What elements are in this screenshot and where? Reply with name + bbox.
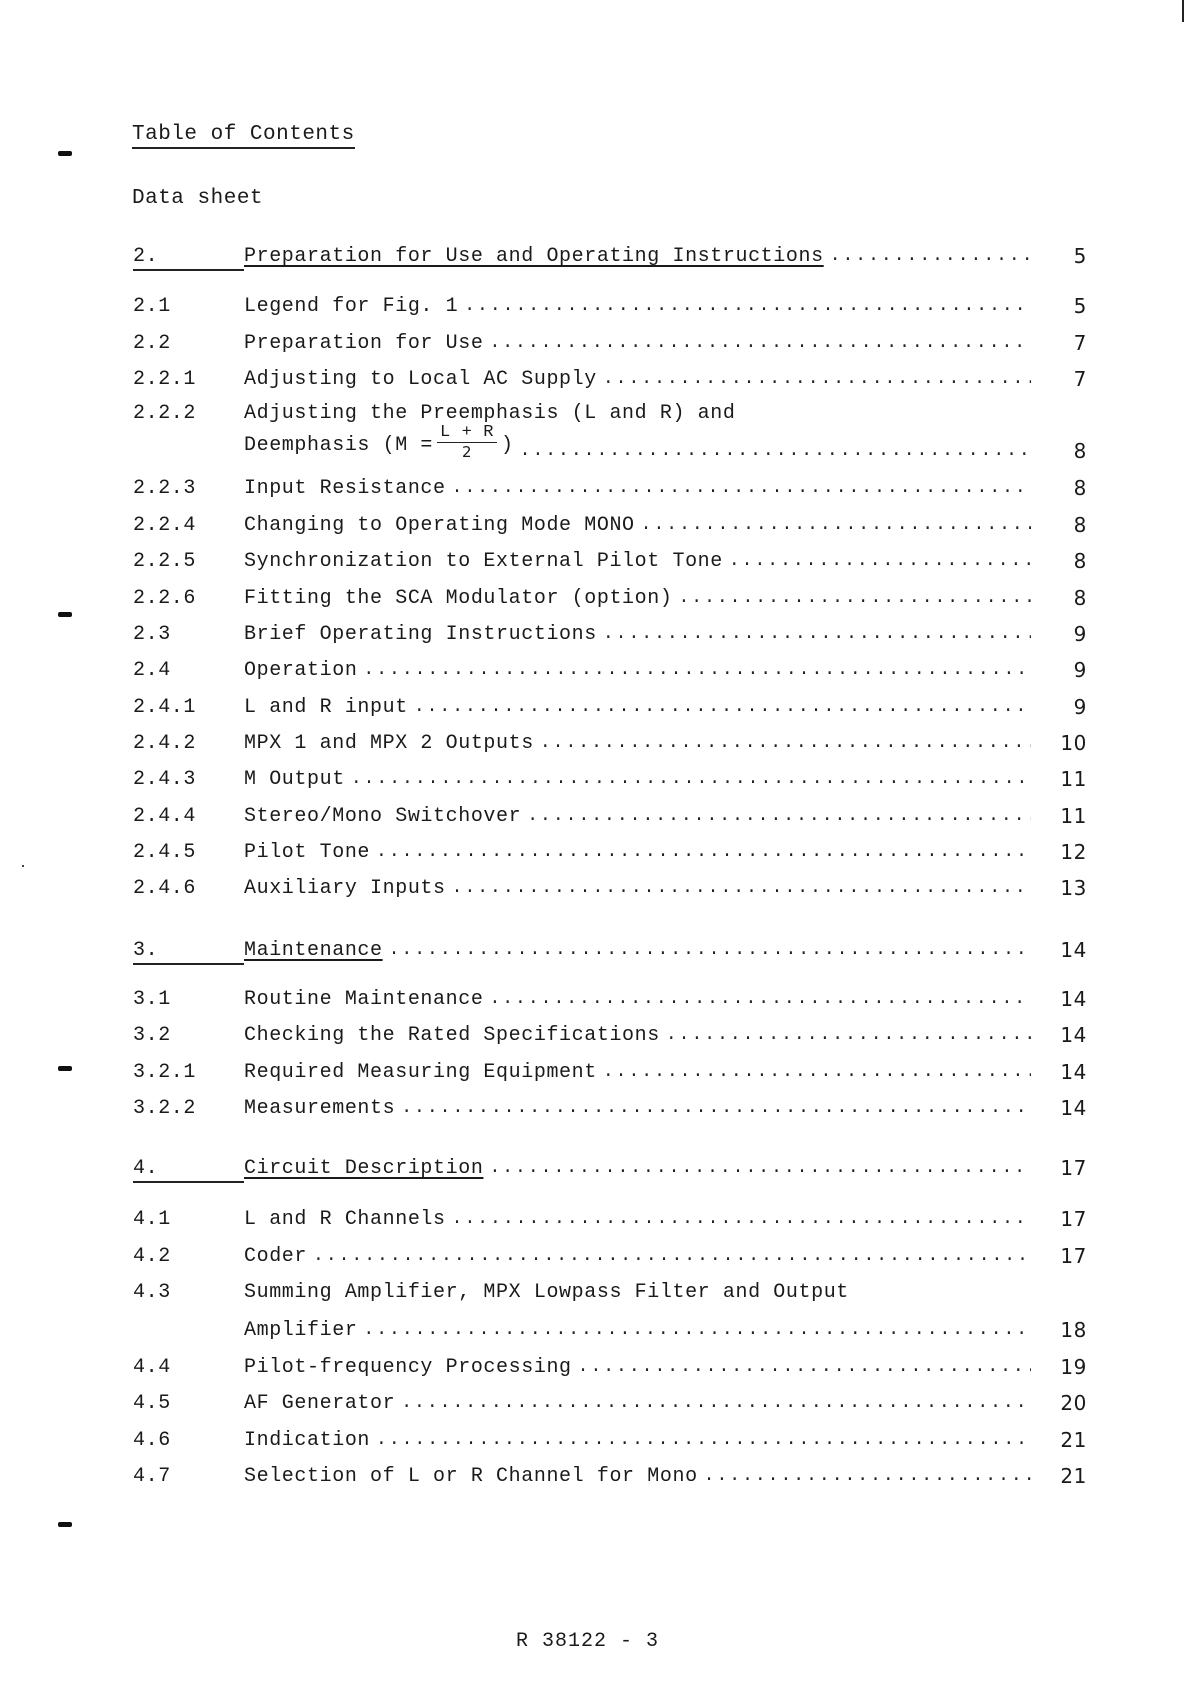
toc-entry-row [133, 472, 1087, 500]
toc-entry-number: 2.2.3 [133, 477, 197, 500]
dot-leader [389, 940, 1031, 960]
dot-leader [489, 1158, 1031, 1178]
toc-page-number: 7 [1073, 367, 1087, 391]
toc-entry-row [133, 654, 1087, 682]
dot-leader [603, 369, 1031, 389]
toc-entry-number: 2.1 [133, 295, 171, 318]
dot-leader [313, 1246, 1031, 1266]
margin-mark [58, 1522, 72, 1527]
toc-entry-row [133, 1424, 1087, 1452]
toc-entry-title: Adjusting the Preemphasis (L and R) and [244, 402, 736, 425]
toc-page-number: 14 [1060, 938, 1087, 962]
toc-entry-title: Fitting the SCA Modulator (option) [244, 587, 673, 610]
toc-entry-row [133, 1203, 1087, 1231]
margin-mark [58, 1066, 72, 1071]
toc-entry-number: 2.2.2 [133, 402, 197, 425]
toc-title: Table of Contents [132, 123, 355, 149]
toc-entry-title: Synchronization to External Pilot Tone [244, 550, 723, 573]
toc-page-number: 5 [1073, 294, 1087, 318]
dot-leader [489, 989, 1031, 1009]
dot-leader [527, 806, 1031, 826]
dot-leader [578, 1357, 1031, 1377]
toc-entry-title: Brief Operating Instructions [244, 623, 597, 646]
dot-leader [452, 1209, 1031, 1229]
dot-leader [452, 878, 1031, 898]
dot-leader [641, 515, 1031, 535]
toc-entry-number: 4.3 [133, 1281, 171, 1304]
toc-entry-number: 4.6 [133, 1429, 171, 1452]
toc-entry-number: 2.4.3 [133, 768, 197, 791]
toc-page-number: 14 [1060, 1060, 1087, 1084]
toc-entry-number: 2.4.4 [133, 805, 197, 828]
dot-leader [401, 1393, 1031, 1413]
section-rule [133, 269, 244, 271]
toc-entry-title: Summing Amplifier, MPX Lowpass Filter and Output [244, 1281, 849, 1304]
toc-entry-number: 2.2 [133, 332, 171, 355]
toc-entry-number: 3.2.1 [133, 1061, 197, 1084]
toc-page-number: 14 [1060, 987, 1087, 1011]
toc-entry-number: 4.4 [133, 1356, 171, 1379]
toc-entry-row [133, 1276, 1087, 1304]
toc-entry-title: Selection of L or R Channel for Mono [244, 1465, 698, 1488]
toc-entry-title: Required Measuring Equipment [244, 1061, 597, 1084]
toc-entry-number: 2.4.5 [133, 841, 197, 864]
toc-entry-title: Input Resistance [244, 477, 446, 500]
dot-leader [603, 624, 1031, 644]
toc-entry-row [133, 983, 1087, 1011]
toc-entry-number: 4.5 [133, 1392, 171, 1415]
toc-page-number: 9 [1073, 658, 1087, 682]
toc-entry-number: 3.2.2 [133, 1097, 197, 1120]
toc-entry-row [133, 727, 1087, 755]
toc-entry-row [133, 363, 1087, 391]
toc-entry-row [133, 836, 1087, 864]
toc-entry-number: 2.2.1 [133, 368, 197, 391]
toc-entry-number: 4.2 [133, 1245, 171, 1268]
toc-entry-row [133, 423, 1087, 463]
toc-entry-title: Adjusting to Local AC Supply [244, 368, 597, 391]
toc-entry-number: 4. [133, 1157, 159, 1180]
toc-entry-row [133, 1314, 1087, 1342]
toc-entry-number: 4.1 [133, 1208, 171, 1231]
toc-entry-row [133, 872, 1087, 900]
toc-entry-row [133, 582, 1087, 610]
toc-page-number: 19 [1060, 1355, 1087, 1379]
dot-leader [704, 1466, 1031, 1486]
toc-page-number: 17 [1060, 1207, 1087, 1231]
toc-entry-title: Preparation for Use and Operating Instructions [244, 245, 824, 268]
toc-entry-number: 2.4.6 [133, 877, 197, 900]
toc-entry-number: 3. [133, 939, 159, 962]
toc-entry-title: Maintenance [244, 939, 383, 962]
scan-edge-mark [1182, 0, 1184, 22]
toc-page-number: 7 [1073, 331, 1087, 355]
toc-entry-title: Auxiliary Inputs [244, 877, 446, 900]
toc-entry-row [133, 691, 1087, 719]
toc-entry-row [133, 290, 1087, 318]
fraction [437, 424, 497, 461]
section-rule [133, 963, 244, 965]
margin-mark [58, 151, 72, 156]
toc-entry-number: 4.7 [133, 1465, 171, 1488]
fraction-denominator: 2 [461, 443, 473, 461]
toc-page-number: 17 [1060, 1156, 1087, 1180]
toc-entry-row [133, 1351, 1087, 1379]
toc-entry-number: 3.2 [133, 1024, 171, 1047]
dot-leader [464, 296, 1031, 316]
dot-leader [401, 1098, 1031, 1118]
toc-page-number: 14 [1060, 1023, 1087, 1047]
toc-entry-number: 3.1 [133, 988, 171, 1011]
toc-page-number: 10 [1060, 731, 1087, 755]
toc-entry-title: Routine Maintenance [244, 988, 484, 1011]
scan-speck [22, 865, 24, 867]
toc-page-number: 9 [1073, 622, 1087, 646]
toc-entry-row [133, 327, 1087, 355]
dot-leader [603, 1062, 1031, 1082]
toc-page-number: 11 [1060, 804, 1087, 828]
dot-leader [540, 733, 1031, 753]
toc-entry-number: 2.2.5 [133, 550, 197, 573]
toc-entry-title: Measurements [244, 1097, 396, 1120]
toc-page-number: 8 [1073, 439, 1087, 463]
dot-leader [489, 333, 1031, 353]
data-sheet-label: Data sheet [132, 187, 264, 210]
dot-leader [363, 660, 1031, 680]
toc-entry-title: Pilot-frequency Processing [244, 1356, 572, 1379]
toc-entry-row [133, 545, 1087, 573]
toc-entry-title-part: ) [501, 433, 514, 457]
toc-entry-title: Preparation for Use [244, 332, 484, 355]
dot-leader [452, 478, 1031, 498]
toc-page-number: 18 [1060, 1318, 1087, 1342]
toc-page-number: 11 [1060, 767, 1087, 791]
toc-entry-title: Changing to Operating Mode MONO [244, 514, 635, 537]
toc-section-row [133, 1152, 1087, 1180]
toc-entry-row [133, 1056, 1087, 1084]
section-rule [133, 1181, 244, 1183]
toc-entry-row [133, 800, 1087, 828]
dot-leader [414, 697, 1031, 717]
toc-section-row [133, 934, 1087, 962]
toc-entry-number: 2.2.6 [133, 587, 197, 610]
toc-entry-row [133, 1387, 1087, 1415]
toc-entry-row [133, 509, 1087, 537]
toc-entry-row [133, 618, 1087, 646]
toc-entry-title: Pilot Tone [244, 841, 371, 864]
toc-entry-number: 2.2.4 [133, 514, 197, 537]
toc-entry-title: Coder [244, 1245, 308, 1268]
toc-section-row [133, 240, 1087, 268]
toc-entry-title: Legend for Fig. 1 [244, 295, 459, 318]
toc-entry-number: 2.4.2 [133, 732, 197, 755]
toc-entry-row [133, 1460, 1087, 1488]
toc-entry-title: Checking the Rated Specifications [244, 1024, 660, 1047]
toc-page-number: 9 [1073, 695, 1087, 719]
toc-page-number: 21 [1060, 1428, 1087, 1452]
margin-mark [58, 612, 72, 617]
dot-leader [666, 1025, 1031, 1045]
toc-entry-title: Operation [244, 659, 358, 682]
toc-entry-title: Indication [244, 1429, 371, 1452]
toc-page-number: 17 [1060, 1244, 1087, 1268]
toc-page-number: 8 [1073, 513, 1087, 537]
toc-page-number: 12 [1060, 840, 1087, 864]
toc-page-number: 5 [1073, 244, 1087, 268]
toc-entry-title: M Output [244, 768, 345, 791]
toc-entry-title: MPX 1 and MPX 2 Outputs [244, 732, 534, 755]
toc-page-number: 13 [1060, 876, 1087, 900]
toc-entry-row [133, 1092, 1087, 1120]
toc-entry-number: 2.3 [133, 623, 171, 646]
toc-page-number: 21 [1060, 1464, 1087, 1488]
toc-page-number: 8 [1073, 549, 1087, 573]
dot-leader [363, 1320, 1031, 1340]
toc-page-number: 8 [1073, 476, 1087, 500]
dot-leader [520, 441, 1031, 461]
toc-entry-row [133, 1019, 1087, 1047]
toc-page-number: 14 [1060, 1096, 1087, 1120]
page-footer: R 38122 - 3 [516, 1630, 660, 1653]
toc-entry-row [133, 397, 1087, 425]
dot-leader [376, 842, 1031, 862]
toc-entry-number: 2.4 [133, 659, 171, 682]
toc-page-number: 8 [1073, 586, 1087, 610]
toc-entry-row [133, 1240, 1087, 1268]
toc-entry-number: 2. [133, 245, 159, 268]
dot-leader [351, 769, 1031, 789]
toc-entry-title: L and R input [244, 696, 408, 719]
dot-leader [678, 588, 1031, 608]
dot-leader [830, 246, 1031, 266]
dot-leader [729, 551, 1031, 571]
toc-entry-title: Amplifier [244, 1319, 358, 1342]
toc-entry-title: L and R Channels [244, 1208, 446, 1231]
toc-entry-title [244, 423, 520, 463]
toc-entry-title: Stereo/Mono Switchover [244, 805, 522, 828]
toc-entry-row [133, 763, 1087, 791]
toc-entry-title-part: Deemphasis (M = [244, 433, 434, 457]
toc-page-number: 20 [1060, 1391, 1087, 1415]
toc-entry-title: Circuit Description [244, 1157, 484, 1180]
toc-entry-number: 2.4.1 [133, 696, 197, 719]
dot-leader [376, 1430, 1031, 1450]
fraction-numerator: L + R [437, 424, 497, 443]
toc-entry-title: AF Generator [244, 1392, 396, 1415]
